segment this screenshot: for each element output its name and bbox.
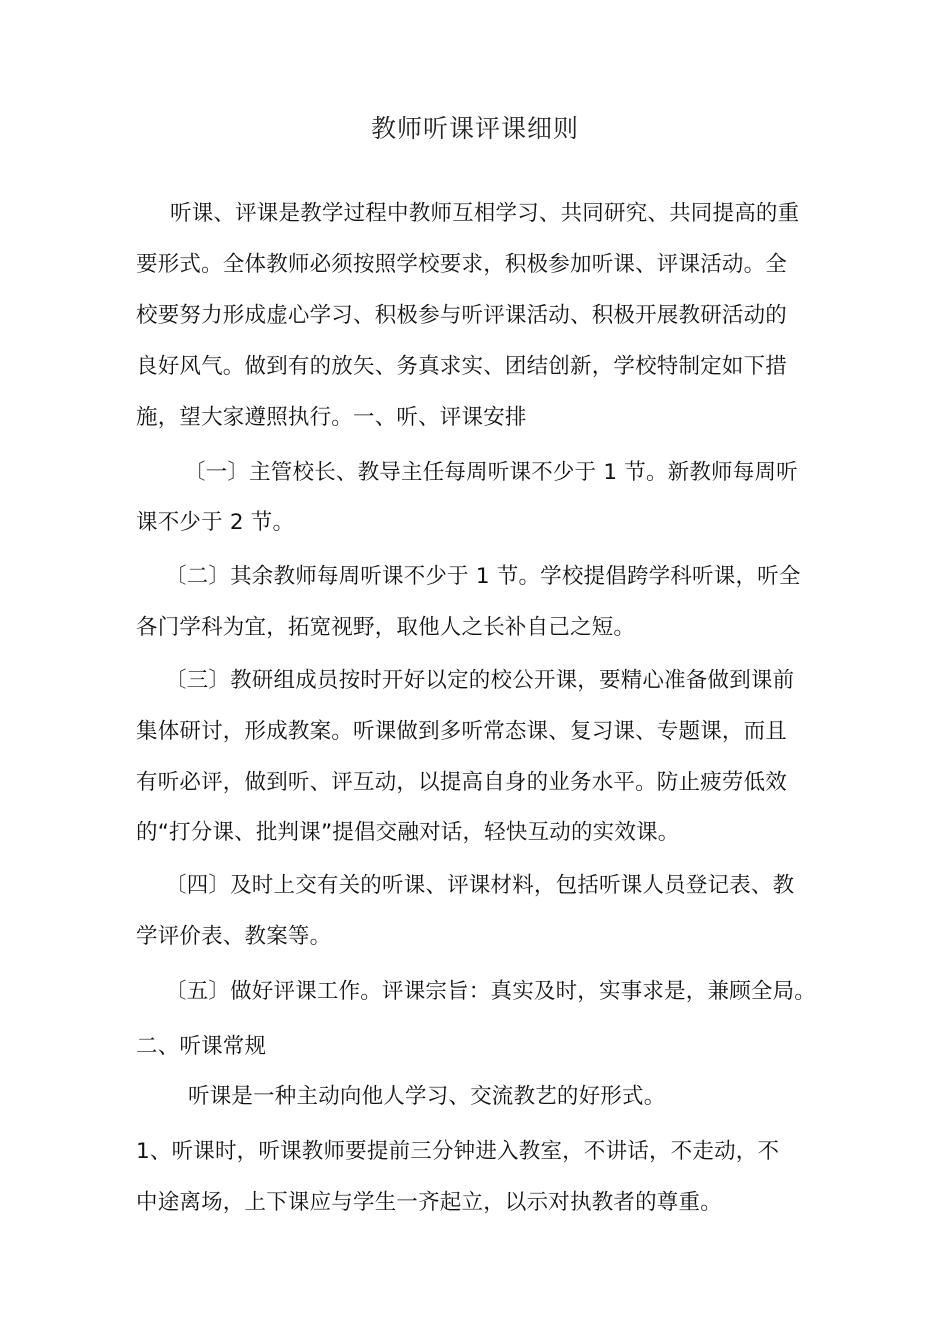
text-line: 〔四〕及时上交有关的听课、评课材料，包括听课人员登记表、教: [165, 873, 795, 898]
text-line: 的“打分课、批判课”提倡交融对话，轻快互动的实效课。: [136, 820, 680, 845]
text-line: 〔一〕主管校长、教导主任每周听课不少于 1 节。新教师每周听: [184, 460, 798, 485]
text-line: 课不少于 2 节。: [136, 510, 295, 535]
section-heading: 二、听课常规: [136, 1034, 267, 1059]
text-line: 校要努力形成虚心学习、积极参与听评课活动、积极开展教研活动的: [136, 303, 788, 328]
text-line: 〔五〕做好评课工作。评课宗旨：真实及时，实事求是，兼顾全局。: [165, 979, 817, 1004]
text-line: 〔三〕教研组成员按时开好以定的校公开课，要精心准备做到课前: [165, 668, 795, 693]
text-line: 听课、评课是教学过程中教师互相学习、共同研究、共同提高的重: [170, 201, 800, 226]
text-line: 集体研讨，形成教案。听课做到多听常态课、复习课、专题课，而且: [136, 719, 788, 744]
document-title: 教师听课评课细则: [370, 114, 579, 143]
text-line: 听课是一种主动向他人学习、交流教艺的好形式。: [188, 1084, 666, 1109]
text-line: 要形式。全体教师必须按照学校要求，积极参加听课、评课活动。全: [136, 252, 788, 277]
text-line: 〔二〕其余教师每周听课不少于 1 节。学校提倡跨学科听课，听全: [165, 564, 801, 589]
text-line: 1、听课时，听课教师要提前三分钟进入教室，不讲话，不走动，不: [136, 1139, 780, 1164]
text-line: 各门学科为宜，拓宽视野，取他人之长补自己之短。: [136, 615, 636, 640]
text-line: 良好风气。做到有的放矢、务真求实、团结创新，学校特制定如下措: [136, 354, 788, 379]
text-line: 有听必评，做到听、评互动，以提高自身的业务水平。防止疲劳低效: [136, 770, 788, 795]
text-line: 施，望大家遵照执行。一、听、评课安排: [136, 405, 527, 430]
text-line: 学评价表、教案等。: [136, 924, 332, 949]
text-line: 中途离场，上下课应与学生一齐起立，以示对执教者的尊重。: [136, 1190, 722, 1215]
